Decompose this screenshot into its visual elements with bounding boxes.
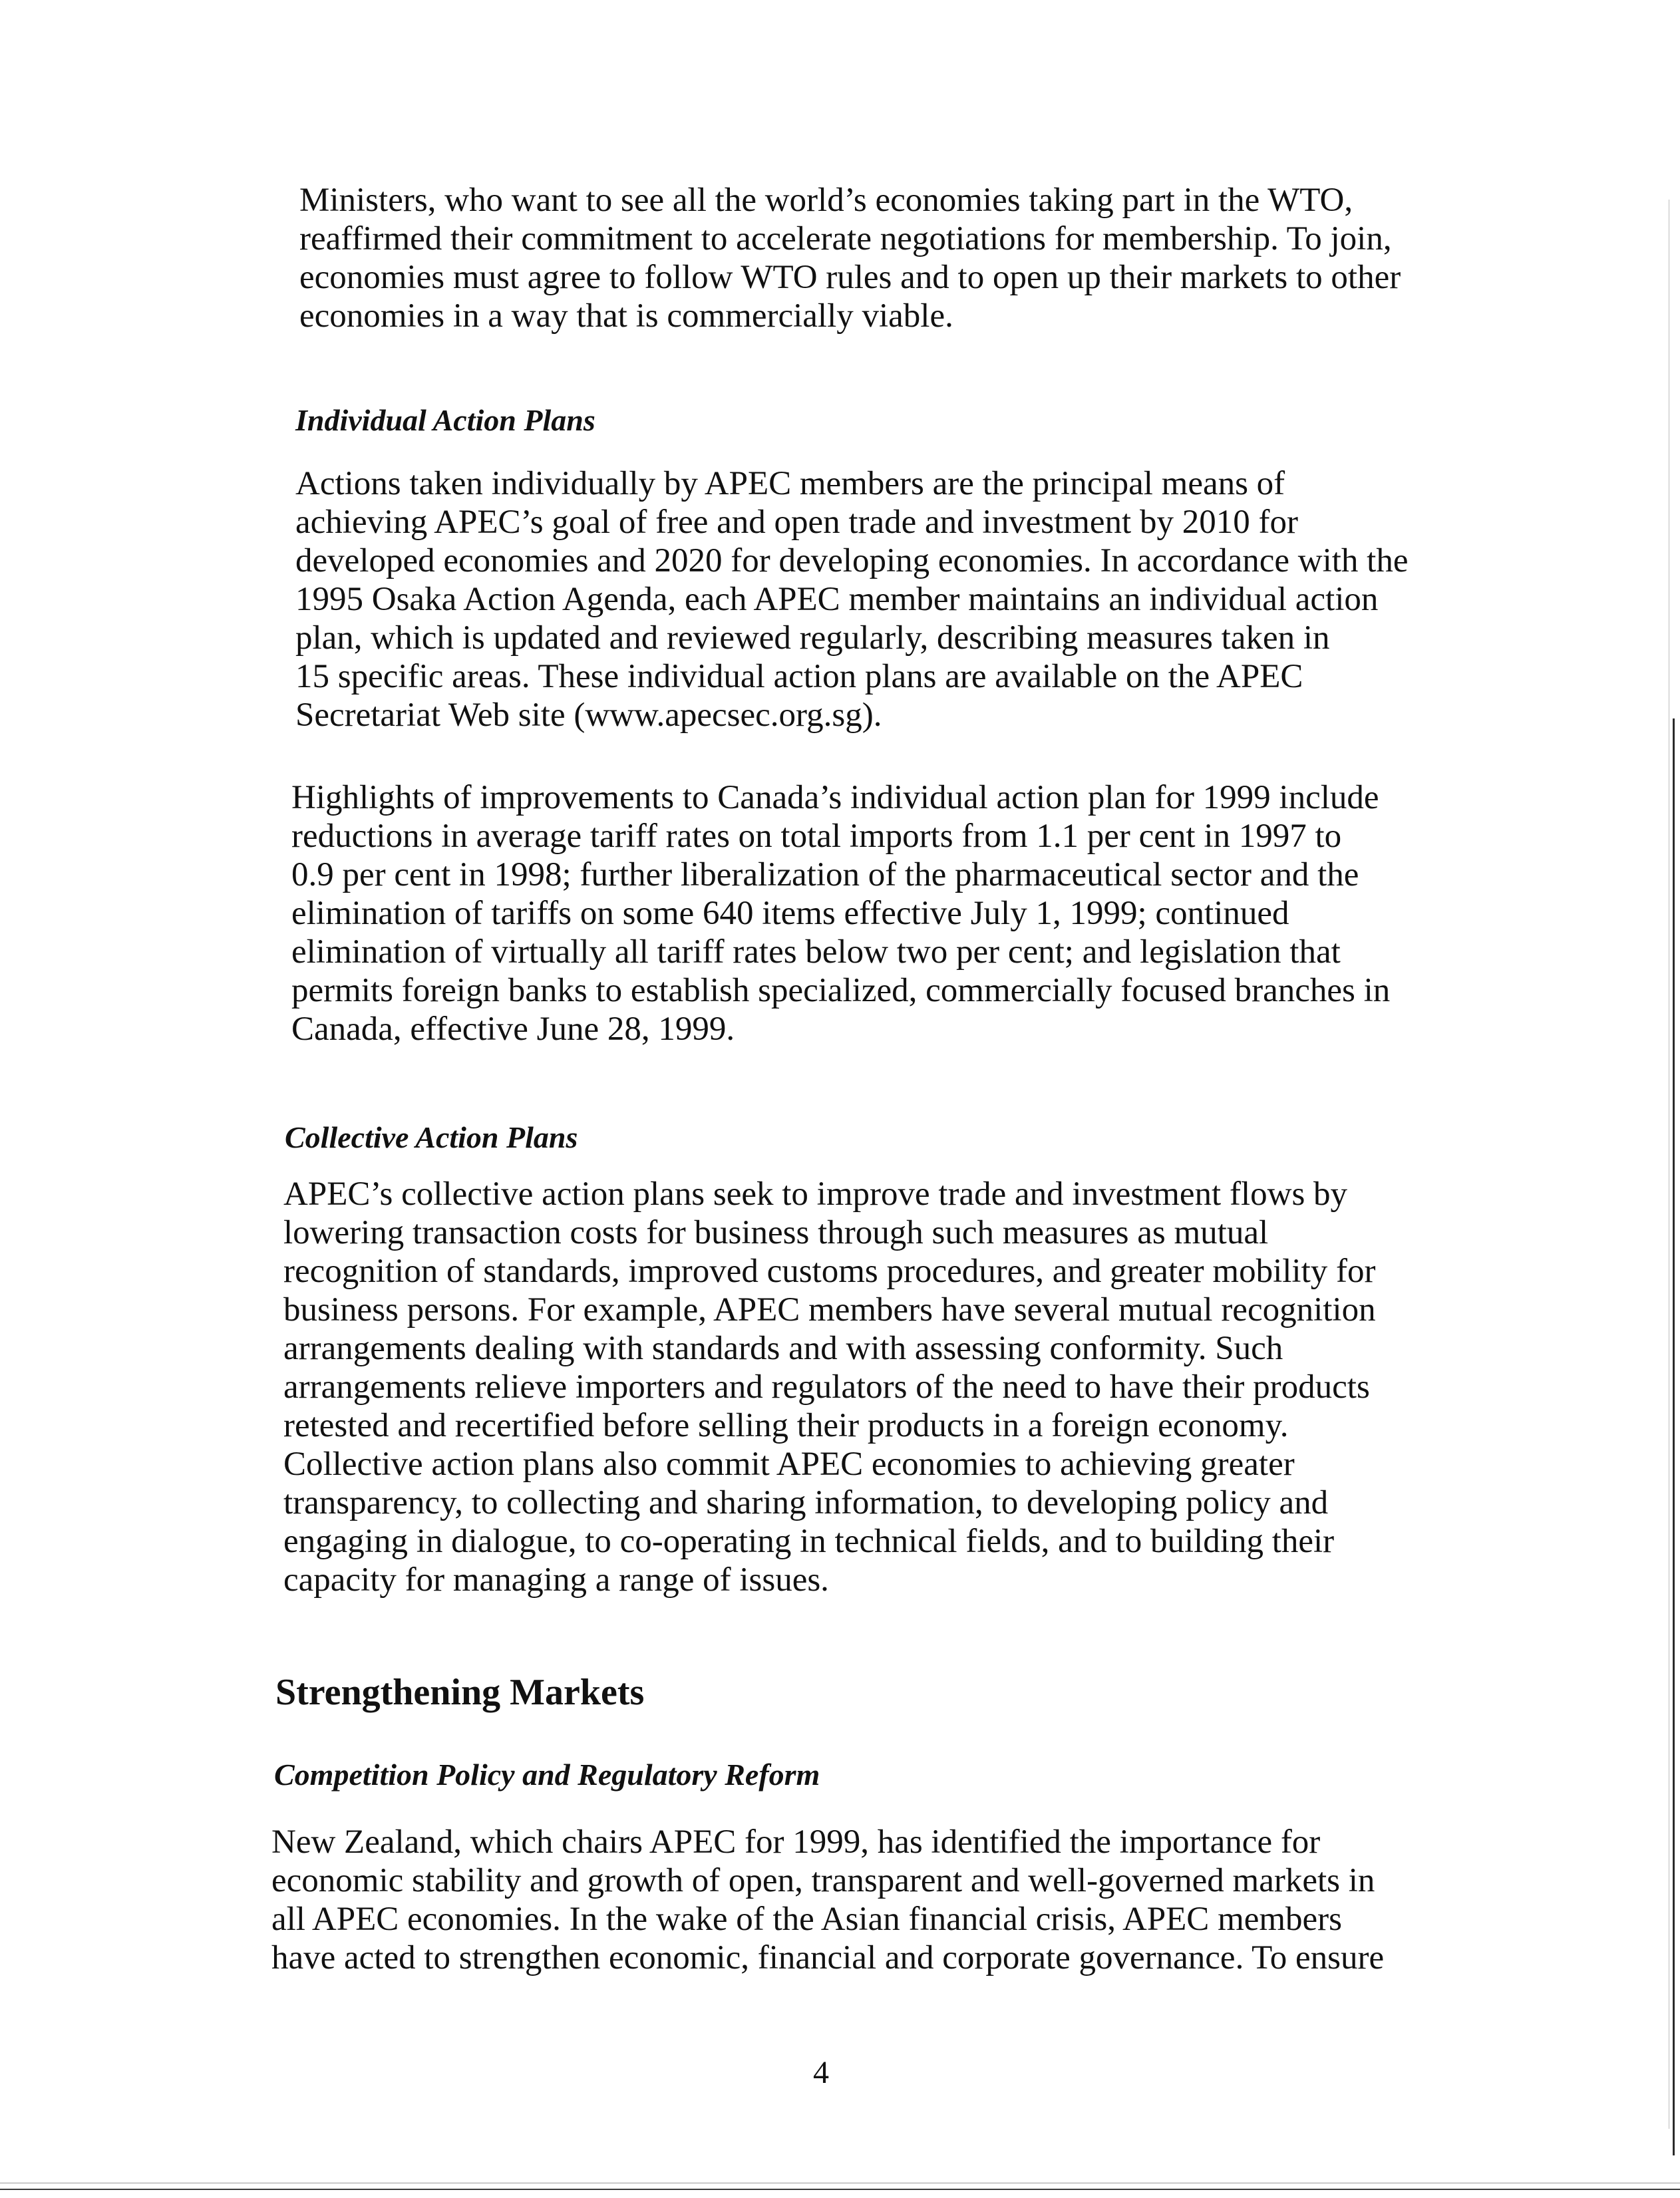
- subheading-individual-action-plans: Individual Action Plans: [295, 403, 595, 437]
- section-heading-strengthening-markets: Strengthening Markets: [275, 1672, 645, 1713]
- scan-edge-line: [0, 2189, 1680, 2190]
- paragraph-individual-action-plans: Actions taken individually by APEC members are the principal means of achieving APEC’s goal of free and open trade and investment by 2010 for developed economies and 2020 for developing economies. In accordance with the 1995 Osaka Action Agenda, each APEC member maintains an individual action plan, which is updated and reviewed regularly, describing measures taken in 15 specific areas. These individual action plans are available on the APEC Secretariat Web site (www.apecsec.org.sg).: [295, 465, 1409, 734]
- paragraph-canada-highlights: Highlights of improvements to Canada’s individual action plan for 1999 include reductions in average tariff rates on total imports from 1.1 per cent in 1997 to 0.9 per cent in 1998; further liberalization of the pharmaceutical sector and the elimination of tariffs on some 640 items effective July 1, 1999; continued elimination of virtually all tariff rates below two per cent; and legislation that permits foreign banks to establish specialized, commercially focused branches in Canada, effective June 28, 1999.: [291, 779, 1391, 1048]
- scan-edge-line: [1673, 718, 1675, 2155]
- paragraph-collective-action-plans: APEC’s collective action plans seek to improve trade and investment flows by lowering transaction costs for business through such measures as mutual recognition of standards, improved customs procedures, and greater mobility for business persons. For example, APEC members have several mutual recognition arrangements dealing with standards and with assessing conformity. Such arrangements relieve importers and regulators of the need to have their products retested and recertified before selling their products in a foreign economy. Collective action plans also commit APEC economies to achieving greater transparency, to collecting and sharing information, to developing policy and engaging in dialogue, to co-operating in technical fields, and to building their capacity for managing a range of issues.: [283, 1176, 1376, 1599]
- paragraph-wto-membership: Ministers, who want to see all the world’s economies taking part in the WTO, reaffirmed their commitment to accelerate negotiations for membership. To join, economies must agree to follow WTO rules and to open up their markets to other economies in a way that is commercially viable.: [299, 182, 1401, 335]
- subheading-competition-policy: Competition Policy and Regulatory Reform: [274, 1758, 820, 1792]
- subheading-collective-action-plans: Collective Action Plans: [285, 1120, 578, 1154]
- paragraph-competition-policy: New Zealand, which chairs APEC for 1999, has identified the importance for economic stability and growth of open, transparent and well-governed markets in all APEC economies. In the wake of the Asian financial crisis, APEC members have acted to strengthen economic, financial and corporate governance. To ensure: [271, 1823, 1385, 1976]
- page-number: 4: [813, 2055, 829, 2090]
